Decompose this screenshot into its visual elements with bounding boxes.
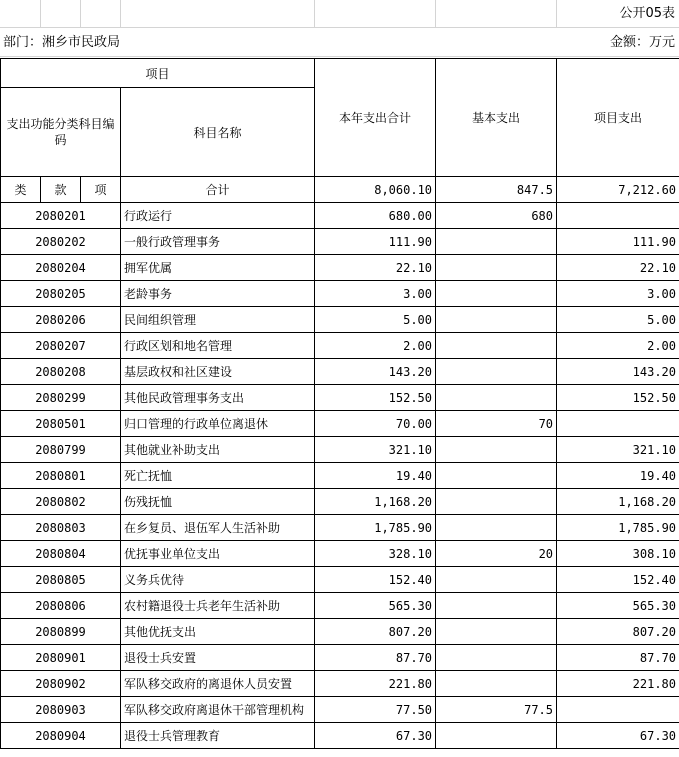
row-total: 328.10 xyxy=(315,541,436,567)
header-xiang: 项 xyxy=(81,177,121,203)
table-row xyxy=(1,411,679,437)
header-row-3 xyxy=(1,177,679,203)
row-project: 1,168.20 xyxy=(557,489,679,515)
row-code: 2080903 xyxy=(1,697,121,723)
row-code: 2080801 xyxy=(1,463,121,489)
row-total: 152.50 xyxy=(315,385,436,411)
row-basic xyxy=(436,437,557,463)
row-total: 22.10 xyxy=(315,255,436,281)
table-row xyxy=(1,593,679,619)
row-project xyxy=(557,411,679,437)
row-name: 在乡复员、退伍军人生活补助 xyxy=(121,515,315,541)
table-row xyxy=(1,697,679,723)
row-total: 3.00 xyxy=(315,281,436,307)
row-basic: 77.5 xyxy=(436,697,557,723)
row-name: 军队移交政府离退休干部管理机构 xyxy=(121,697,315,723)
row-project: 67.30 xyxy=(557,723,679,749)
row-total: 67.30 xyxy=(315,723,436,749)
table-row xyxy=(1,671,679,697)
row-basic xyxy=(436,489,557,515)
table-row xyxy=(1,489,679,515)
row-code: 2080806 xyxy=(1,593,121,619)
row-total: 77.50 xyxy=(315,697,436,723)
row-total: 152.40 xyxy=(315,567,436,593)
row-code: 2080501 xyxy=(1,411,121,437)
grid-line xyxy=(120,0,121,28)
table-row xyxy=(1,645,679,671)
row-basic xyxy=(436,359,557,385)
row-basic xyxy=(436,593,557,619)
row-project: 152.50 xyxy=(557,385,679,411)
row-code: 2080299 xyxy=(1,385,121,411)
row-total: 2.00 xyxy=(315,333,436,359)
row-project: 22.10 xyxy=(557,255,679,281)
header-kuan: 款 xyxy=(41,177,81,203)
row-basic xyxy=(436,463,557,489)
row-code: 2080202 xyxy=(1,229,121,255)
row-name: 老龄事务 xyxy=(121,281,315,307)
header-row-1 xyxy=(1,59,679,88)
grid-line xyxy=(80,0,81,28)
table-row xyxy=(1,281,679,307)
row-basic xyxy=(436,723,557,749)
total-amount: 8,060.10 xyxy=(315,177,436,203)
header-total: 本年支出合计 xyxy=(315,59,436,177)
table-row xyxy=(1,515,679,541)
row-code: 2080207 xyxy=(1,333,121,359)
row-basic xyxy=(436,671,557,697)
row-code: 2080204 xyxy=(1,255,121,281)
row-total: 565.30 xyxy=(315,593,436,619)
row-code: 2080802 xyxy=(1,489,121,515)
row-basic: 70 xyxy=(436,411,557,437)
header-lei: 类 xyxy=(1,177,41,203)
header-name: 科目名称 xyxy=(121,88,315,177)
row-name: 基层政权和社区建设 xyxy=(121,359,315,385)
row-total: 807.20 xyxy=(315,619,436,645)
row-code: 2080803 xyxy=(1,515,121,541)
row-name: 优抚事业单位支出 xyxy=(121,541,315,567)
row-project: 87.70 xyxy=(557,645,679,671)
row-project: 308.10 xyxy=(557,541,679,567)
row-total: 221.80 xyxy=(315,671,436,697)
row-code: 2080206 xyxy=(1,307,121,333)
row-name: 退役士兵安置 xyxy=(121,645,315,671)
table-row xyxy=(1,723,679,749)
grid-row-top xyxy=(0,0,679,28)
table-row xyxy=(1,203,679,229)
row-total: 1,785.90 xyxy=(315,515,436,541)
row-basic xyxy=(436,307,557,333)
row-code: 2080904 xyxy=(1,723,121,749)
table-row xyxy=(1,229,679,255)
row-name: 军队移交政府的离退休人员安置 xyxy=(121,671,315,697)
row-total: 19.40 xyxy=(315,463,436,489)
row-name: 一般行政管理事务 xyxy=(121,229,315,255)
row-basic xyxy=(436,281,557,307)
table-row xyxy=(1,255,679,281)
row-name: 退役士兵管理教育 xyxy=(121,723,315,749)
header-project: 项目支出 xyxy=(557,59,679,177)
row-code: 2080205 xyxy=(1,281,121,307)
row-project: 152.40 xyxy=(557,567,679,593)
row-name: 行政区划和地名管理 xyxy=(121,333,315,359)
row-name: 拥军优属 xyxy=(121,255,315,281)
row-name: 伤残抚恤 xyxy=(121,489,315,515)
row-total: 87.70 xyxy=(315,645,436,671)
row-name: 其他优抚支出 xyxy=(121,619,315,645)
total-project: 7,212.60 xyxy=(557,177,679,203)
row-basic xyxy=(436,619,557,645)
row-code: 2080208 xyxy=(1,359,121,385)
row-code: 2080201 xyxy=(1,203,121,229)
row-basic xyxy=(436,567,557,593)
row-total: 111.90 xyxy=(315,229,436,255)
row-name: 农村籍退役士兵老年生活补助 xyxy=(121,593,315,619)
row-name: 其他就业补助支出 xyxy=(121,437,315,463)
grid-line xyxy=(435,0,436,28)
table-row xyxy=(1,541,679,567)
row-code: 2080805 xyxy=(1,567,121,593)
table-row xyxy=(1,437,679,463)
row-basic: 20 xyxy=(436,541,557,567)
row-code: 2080799 xyxy=(1,437,121,463)
row-code: 2080901 xyxy=(1,645,121,671)
department-label: 部门：湘乡市民政局 xyxy=(3,35,121,50)
form-number: 公开05表 xyxy=(619,6,675,21)
row-basic: 680 xyxy=(436,203,557,229)
header-basic: 基本支出 xyxy=(436,59,557,177)
row-name: 归口管理的行政单位离退休 xyxy=(121,411,315,437)
row-project: 1,785.90 xyxy=(557,515,679,541)
row-total: 1,168.20 xyxy=(315,489,436,515)
row-project: 565.30 xyxy=(557,593,679,619)
row-project: 221.80 xyxy=(557,671,679,697)
header-item: 项目 xyxy=(1,59,315,88)
table-row xyxy=(1,333,679,359)
row-total: 321.10 xyxy=(315,437,436,463)
row-project: 111.90 xyxy=(557,229,679,255)
row-total: 680.00 xyxy=(315,203,436,229)
row-project xyxy=(557,203,679,229)
row-basic xyxy=(436,645,557,671)
grid-line xyxy=(40,0,41,28)
header-code: 支出功能分类科目编码 xyxy=(1,88,121,177)
table-row xyxy=(1,567,679,593)
row-project xyxy=(557,697,679,723)
row-name: 其他民政管理事务支出 xyxy=(121,385,315,411)
table-row xyxy=(1,619,679,645)
total-label: 合计 xyxy=(121,177,315,203)
row-total: 143.20 xyxy=(315,359,436,385)
row-basic xyxy=(436,255,557,281)
grid-line xyxy=(314,0,315,28)
row-project: 19.40 xyxy=(557,463,679,489)
expenditure-table xyxy=(0,58,679,749)
row-project: 3.00 xyxy=(557,281,679,307)
row-basic xyxy=(436,385,557,411)
row-basic xyxy=(436,333,557,359)
row-name: 行政运行 xyxy=(121,203,315,229)
row-project: 143.20 xyxy=(557,359,679,385)
row-total: 70.00 xyxy=(315,411,436,437)
row-basic xyxy=(436,515,557,541)
row-code: 2080899 xyxy=(1,619,121,645)
grid-line xyxy=(556,0,557,28)
row-total: 5.00 xyxy=(315,307,436,333)
row-project: 321.10 xyxy=(557,437,679,463)
row-project: 5.00 xyxy=(557,307,679,333)
amount-unit-label: 金额：万元 xyxy=(609,35,675,50)
row-name: 义务兵优待 xyxy=(121,567,315,593)
row-name: 死亡抚恤 xyxy=(121,463,315,489)
table-row xyxy=(1,385,679,411)
row-name: 民间组织管理 xyxy=(121,307,315,333)
table-row xyxy=(1,359,679,385)
row-code: 2080804 xyxy=(1,541,121,567)
table-row xyxy=(1,463,679,489)
total-basic: 847.5 xyxy=(436,177,557,203)
row-project: 2.00 xyxy=(557,333,679,359)
row-project: 807.20 xyxy=(557,619,679,645)
table-row xyxy=(1,307,679,333)
row-code: 2080902 xyxy=(1,671,121,697)
row-basic xyxy=(436,229,557,255)
